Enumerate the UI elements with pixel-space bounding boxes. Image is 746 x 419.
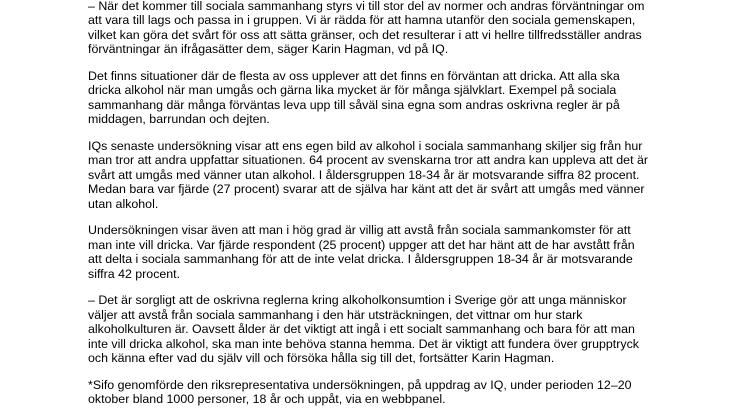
- paragraph-footnote: [88, 378, 678, 407]
- text-line: att vara till lags och passa in i gruppen. Vi är rädda för att hamna utanför den sociala gemenskapen,: [88, 13, 636, 28]
- text-line: väljer att avstå från sociala sammanhang i den här utsträckningen, det vittnar om hur stark: [88, 307, 583, 322]
- text-line: och känna efter vad du själv vill och försöka hålla sig till det, fortsätter Karin Hagman.: [88, 351, 555, 366]
- paragraph-gap: [88, 366, 678, 378]
- text-line: oktober bland 1000 personer, 18 år och uppåt, via en webbpanel.: [88, 392, 446, 407]
- paragraph-avoidance: [88, 223, 678, 281]
- text-line: IQs senaste undersökning visar att ens egen bild av alkohol i sociala sammanhang skiljer sig från hur: [88, 139, 643, 154]
- paragraph-survey-results: [88, 139, 678, 211]
- text-line: Det finns situationer där de flesta av oss upplever att det finns en förväntan att dricka. Att alla ska: [88, 69, 620, 84]
- text-line: Undersökningen visar även att man i hög grad är villig att avstå från sociala sammankomster för att: [88, 223, 631, 238]
- text-line: middagen, barrundan och dejten.: [88, 112, 270, 127]
- paragraph-expectations: [88, 69, 678, 127]
- paragraph-gap: [88, 211, 678, 223]
- text-line: att delta i sociala sammanhang för att de inte velat dricka. I åldersgruppen 18-34 år är motsvarande: [88, 252, 633, 267]
- paragraph-gap: [88, 281, 678, 293]
- text-line: siffra 42 procent.: [88, 266, 181, 281]
- paragraph-gap: [88, 57, 678, 69]
- paragraph-quote-closing: [88, 293, 678, 365]
- text-line: vilket kan göra det svårt för oss att sätta gränser, och det resulterar i att vi hellre tillfredsställer andras: [88, 27, 642, 42]
- text-line: dricka alkohol när man umgås och gärna lika mycket är för många självklart. Exempel på sociala: [88, 83, 617, 98]
- text-line: – Det är sorgligt att de oskrivna reglerna kring alkoholkonsumtion i Sverige gör att unga människor: [88, 293, 627, 308]
- text-line: svårt att umgås med vänner utan alkohol. I åldersgruppen 18-34 år är motsvarande siffra 82 procent.: [88, 167, 640, 182]
- text-line: Medan bara var fjärde (27 procent) svarar att de själva har känt att det är svårt att umgås med vänner: [88, 182, 645, 197]
- paragraph-gap: [88, 127, 678, 139]
- text-line: inte vill dricka alkohol, ska man inte behöva stanna hemma. Det är viktigt att fundera över grupptryck: [88, 336, 639, 351]
- text-line: förväntningar än ifrågasätter dem, säger Karin Hagman, vd på IQ.: [88, 42, 449, 57]
- text-line: man tror att andra uppfattar situationen. 64 procent av svenskarna tror att andra kan uppleva att det är: [88, 153, 648, 168]
- text-line: alkoholkulturen är. Oavsett ålder är det viktigt att ingå i ett socialt sammanhang och bara för att man: [88, 322, 635, 337]
- text-line: *Sifo genomförde den riksrepresentativa undersökningen, på uppdrag av IQ, under perioden 12–20: [88, 377, 632, 392]
- text-line: utan alkohol.: [88, 196, 159, 211]
- text-line: – När det kommer till sociala sammanhang styrs vi till stor del av normer och andras förväntningar om: [88, 0, 645, 13]
- text-line: sammanhang där många förväntas leva upp till såväl sina egna som andras oskrivna regler är på: [88, 97, 620, 112]
- text-line: man inte vill dricka. Var fjärde respondent (25 procent) uppger att det har hänt att de har avstått från: [88, 237, 635, 252]
- paragraph-quote-intro: [88, 0, 678, 57]
- article-body: [88, 0, 678, 407]
